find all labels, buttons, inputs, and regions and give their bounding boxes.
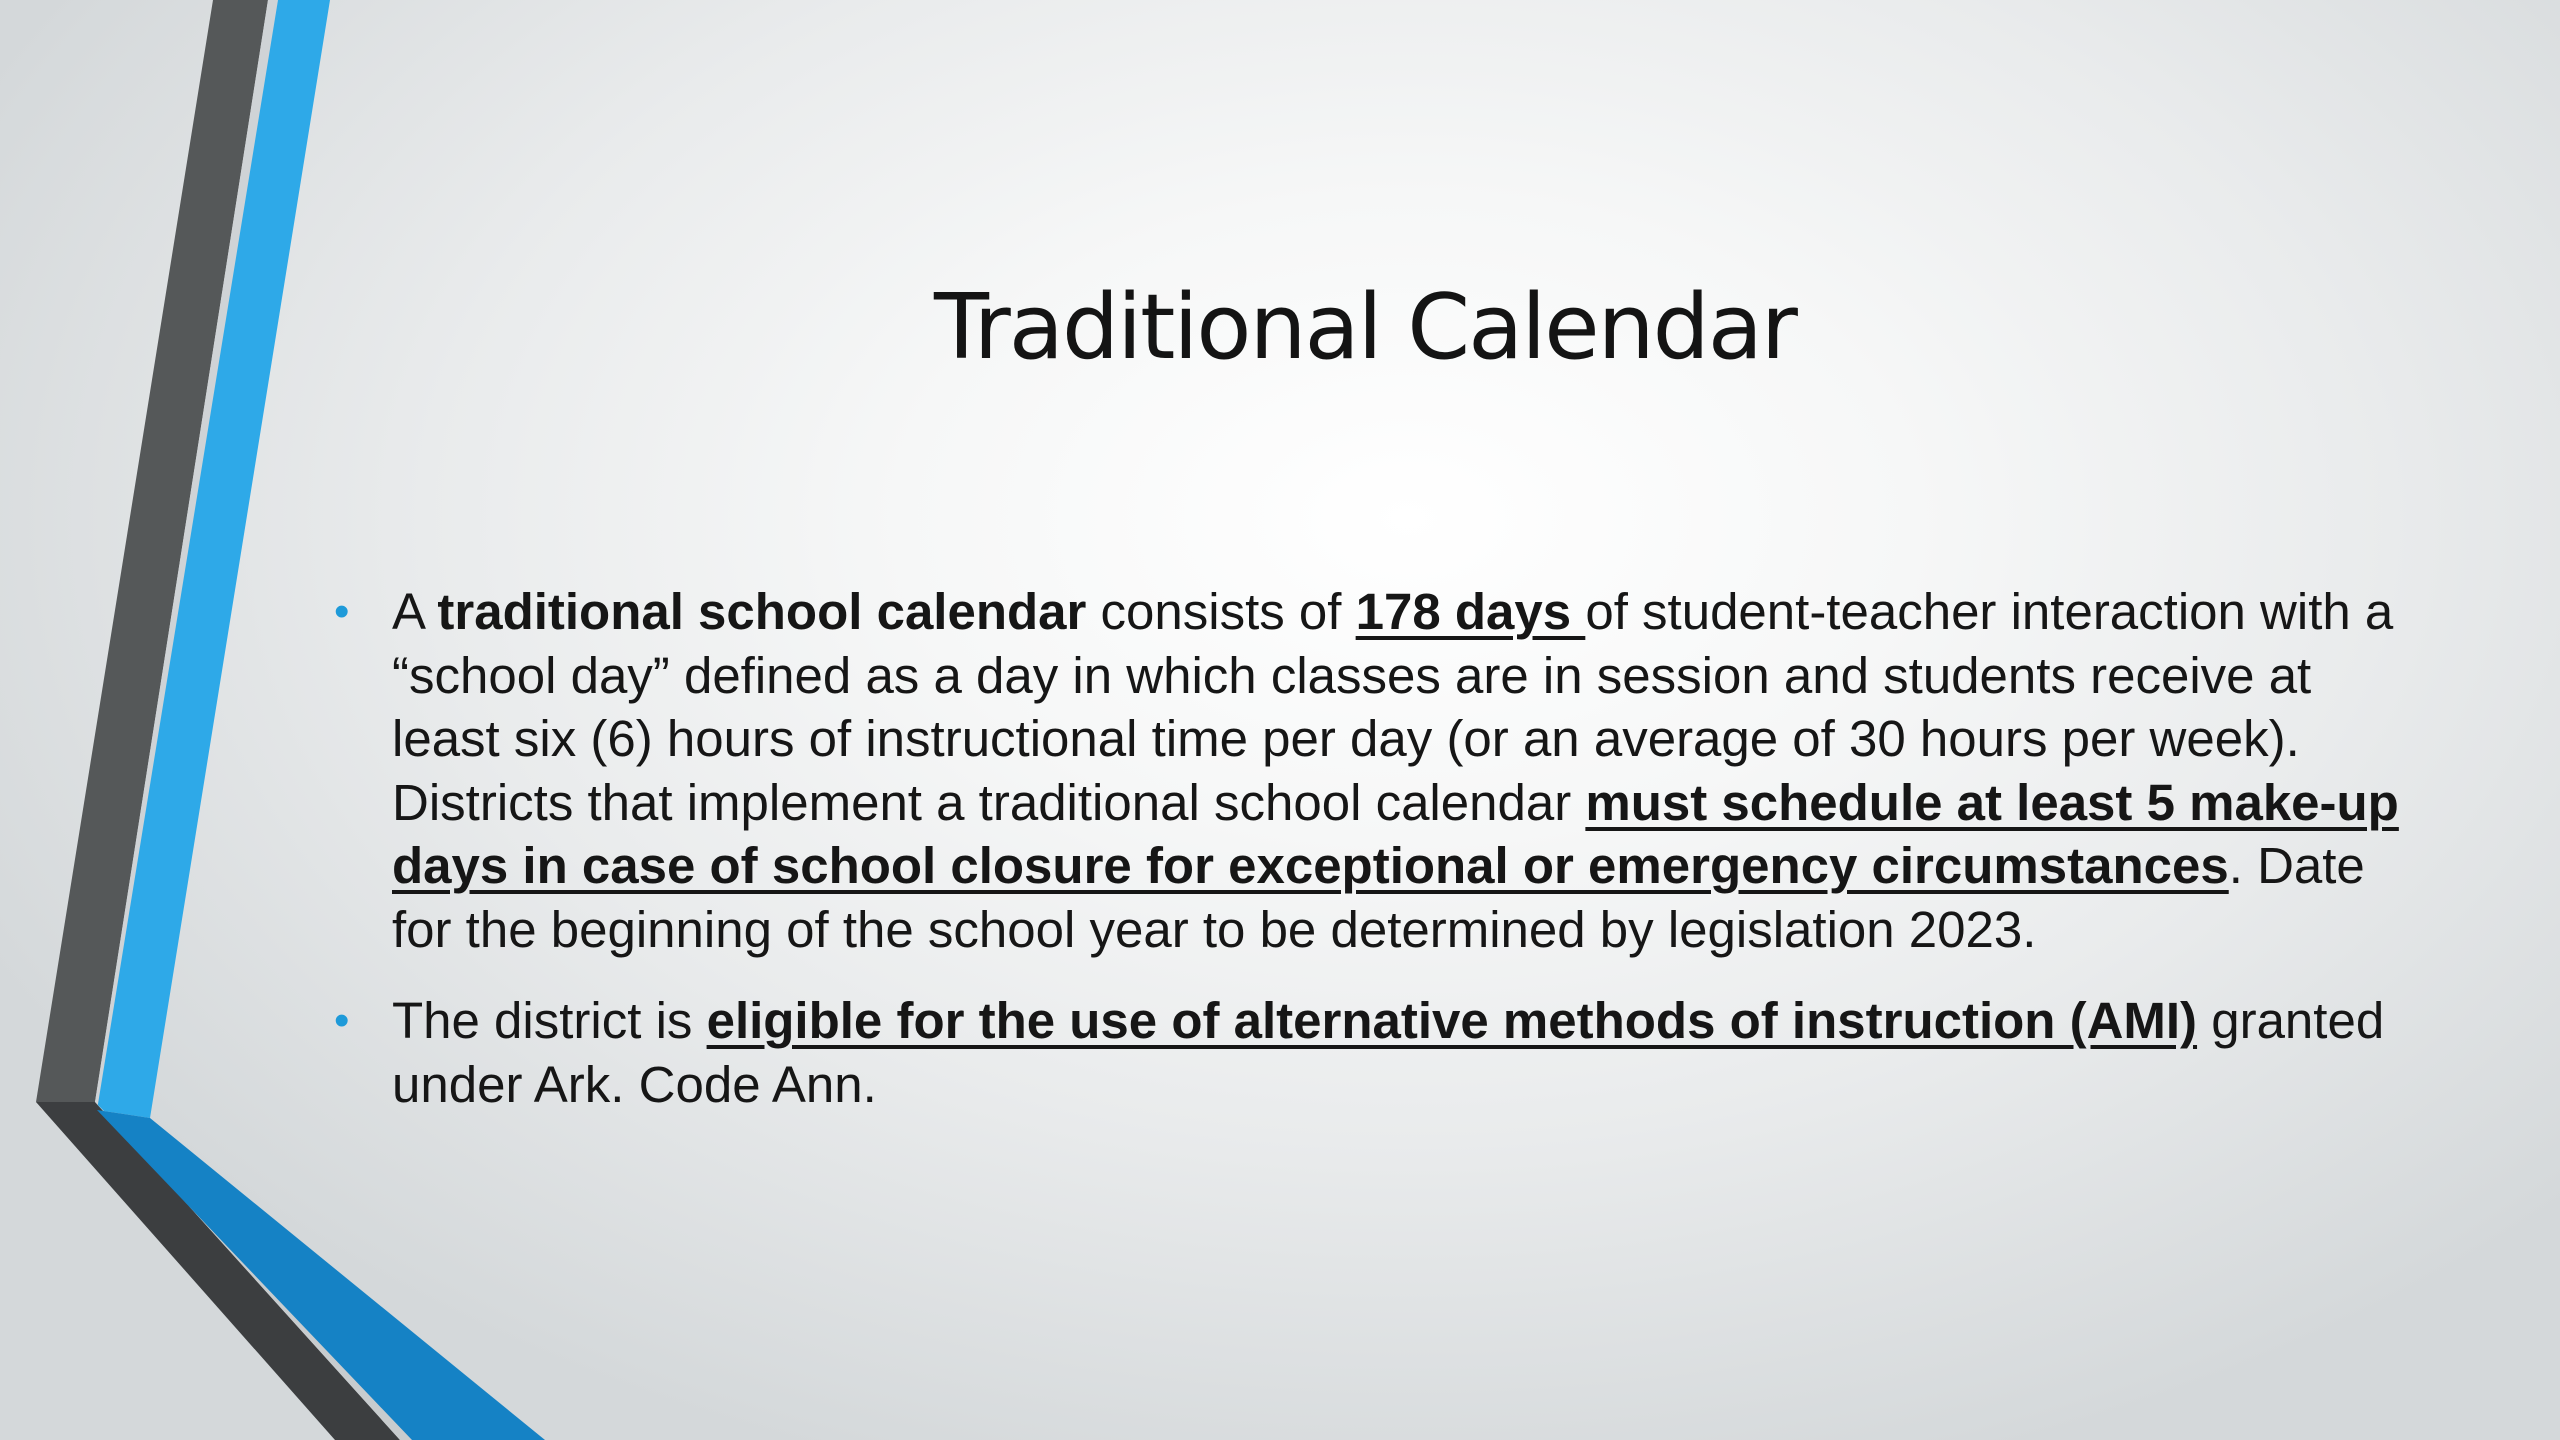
bullet-item [330,580,2410,961]
bold-underline-phrase: must schedule at least 5 make-up days in case of school closure for exceptional or emergency circumstances [392,773,2399,894]
text-run: A [392,583,438,640]
text-run: The district is [392,992,707,1049]
gray-stripe-lower [36,1102,400,1440]
bold-underline-phrase: 178 days [1355,583,1586,640]
slide-title: Traditional Calendar [934,275,1796,380]
bullet-text [392,580,2410,961]
bullet-dot-icon: • [334,587,350,636]
bullet-list [330,580,2410,1144]
text-run: consists of [1086,583,1356,640]
text-run: of student-teacher interaction with a “school day” defined as a day in which classes are in session and students receive at least six (6) hours of instructional time per day (or an average of 30 hours per week). Districts that implement a traditional school calendar [392,583,2394,831]
bold-phrase: traditional school calendar [437,583,1087,640]
bullet-dot-icon: • [334,996,350,1045]
text-run: granted under Ark. Code Ann. [392,992,2385,1113]
bullet-text [392,989,2410,1116]
text-run: . Date for the beginning of the school year to be determined by legislation 2023. [392,837,2365,958]
bold-underline-phrase: eligible for the use of alternative methods of instruction (AMI) [706,992,2198,1049]
bullet-item [330,989,2410,1116]
